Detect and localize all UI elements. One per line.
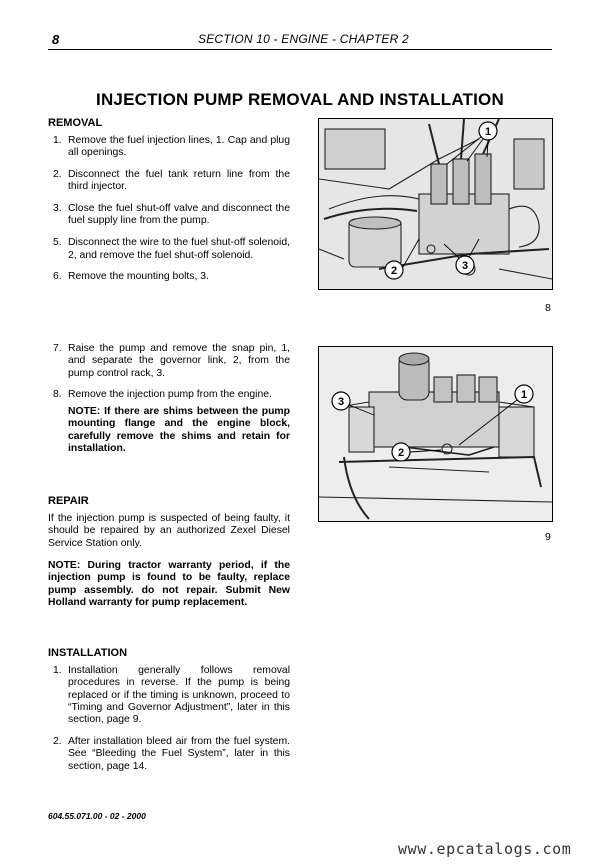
- injection-pump-governor-drawing: [319, 347, 552, 521]
- callout-3: 3: [461, 260, 469, 272]
- document-code: 604.55.071.00 - 02 - 2000: [48, 811, 146, 821]
- figure-9-number: 9: [545, 531, 551, 543]
- installation-heading: INSTALLATION: [48, 647, 128, 659]
- header-rule: [48, 49, 552, 50]
- figure-8-number: 8: [545, 302, 551, 314]
- removal-note: NOTE: If there are shims between the pump mounting flange and the engine block, carefully remove the shims and retain for installation.: [68, 406, 290, 454]
- list-item: [48, 203, 290, 228]
- step-number: 1.: [53, 665, 62, 676]
- figure-9-illustration: [318, 346, 553, 522]
- list-item: [48, 665, 290, 726]
- figure-8-illustration: [318, 118, 553, 290]
- step-text: Close the fuel shut-off valve and disconnect the fuel supply line from the pump.: [68, 203, 290, 227]
- watermark-text: www.epcatalogs.com: [398, 840, 572, 858]
- step-number: 8.: [53, 389, 62, 401]
- step-text: After installation bleed air from the fuel system. See “Bleeding the Fuel System”, later in this section, page 14.: [68, 735, 290, 772]
- step-text: Remove the fuel injection lines, 1. Cap and plug all openings.: [68, 135, 290, 159]
- step-number: 6.: [53, 271, 62, 283]
- step-text: Remove the mounting bolts, 3.: [68, 271, 209, 283]
- page-number: 8: [52, 32, 60, 47]
- list-item: [48, 389, 290, 401]
- installation-steps: [48, 665, 290, 782]
- step-number: 5.: [53, 237, 62, 249]
- step-text: Raise the pump and remove the snap pin, 1, and separate the governor link, 2, from the pump control rack, 3.: [68, 343, 290, 379]
- page-title: INJECTION PUMP REMOVAL AND INSTALLATION: [96, 90, 504, 109]
- list-item: [48, 343, 290, 380]
- callout-3: 3: [337, 396, 345, 408]
- step-number: 2.: [53, 169, 62, 181]
- list-item: [48, 271, 290, 283]
- step-number: 1.: [53, 135, 62, 146]
- injection-pump-lines-drawing: [319, 119, 552, 289]
- list-item: [48, 736, 290, 773]
- removal-steps: [48, 135, 290, 293]
- repair-note: NOTE: During tractor warranty period, if the injection pump is found to be faulty, replace pump assembly. do not repair. Submit New Holland warranty for pump replacement.: [48, 560, 290, 608]
- callout-2: 2: [390, 265, 398, 277]
- step-number: 2.: [53, 735, 62, 747]
- repair-heading: REPAIR: [48, 495, 89, 507]
- step-text: Disconnect the fuel tank return line from the third injector.: [68, 169, 290, 193]
- step-text: Remove the injection pump from the engine.: [68, 389, 272, 401]
- step-number: 3.: [53, 203, 62, 215]
- removal-steps-continued: [48, 343, 290, 411]
- step-text: Installation generally follows removal procedures in reverse. If the pump is being replaced or if the timing is unknown, proceed to “Timing and Governor Adjustment”, later in this section, page 9.: [68, 665, 290, 726]
- step-number: 7.: [53, 343, 62, 354]
- list-item: [48, 237, 290, 262]
- step-text: Disconnect the wire to the fuel shut-off solenoid, 2, and remove the fuel shut-off solenoid.: [68, 237, 290, 261]
- callout-1: 1: [520, 389, 528, 401]
- removal-heading: REMOVAL: [48, 117, 103, 129]
- list-item: [48, 169, 290, 194]
- section-title: SECTION 10 - ENGINE - CHAPTER 2: [198, 32, 409, 46]
- callout-2: 2: [397, 447, 405, 459]
- repair-text: If the injection pump is suspected of being faulty, it should be repaired by an authorized Zexel Diesel Service Station only.: [48, 513, 290, 549]
- callout-1: 1: [484, 126, 492, 138]
- list-item: [48, 135, 290, 160]
